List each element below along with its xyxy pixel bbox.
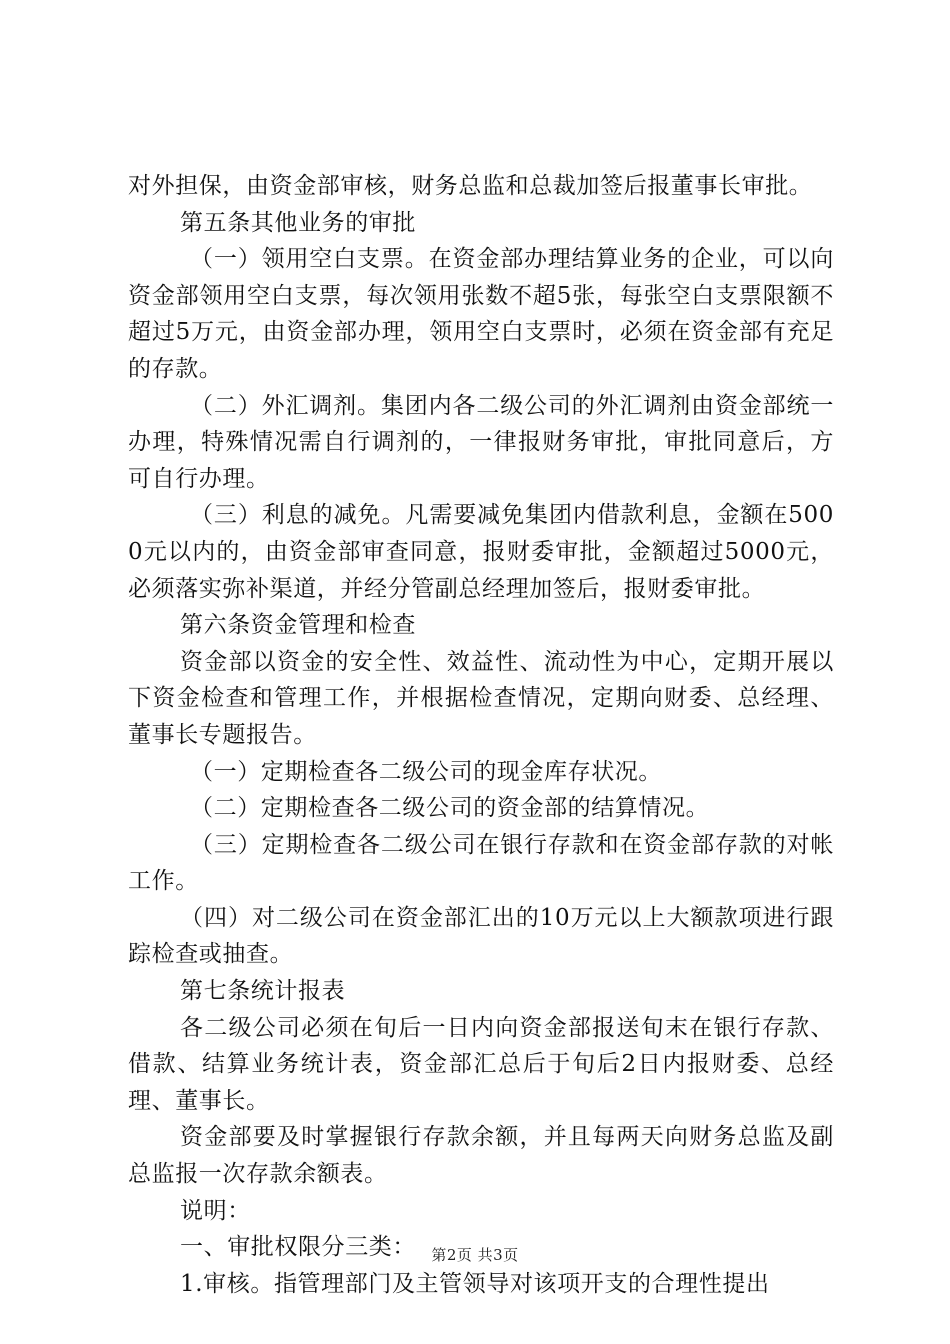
heading-article-6: 第六条资金管理和检查 <box>180 612 416 639</box>
heading-approval-categories: 一、审批权限分三类： <box>180 1234 416 1261</box>
paragraph-fund-management-intro: 资金部以资金的安全性、效益性、流动性为中心，定期开展以下资金检查和管理工作，并根据检查情况，定期向财委、总经理、董事长专题报告。 <box>128 648 834 748</box>
paragraph-check-settlement: （二）定期检查各二级公司的资金部的结算情况。 <box>190 795 710 822</box>
document-body <box>128 168 834 1302</box>
paragraph-check-cash-inventory: （一）定期检查各二级公司的现金库存状况。 <box>190 758 662 785</box>
heading-notes: 说明： <box>180 1197 251 1224</box>
paragraph-deposit-balance: 资金部要及时掌握银行存款余额，并且每两天向财务总监及副总监报一次存款余额表。 <box>128 1124 834 1188</box>
paragraph-check-reconciliation: （三）定期检查各二级公司在银行存款和在资金部存款的对帐工作。 <box>128 831 834 895</box>
paragraph-guarantee-continuation: 对外担保，由资金部审核，财务总监和总裁加签后报董事长审批。 <box>128 173 813 199</box>
paragraph-large-remittance-tracking: （四）对二级公司在资金部汇出的10万元以上大额款项进行跟踪检查或抽查。 <box>128 904 834 968</box>
heading-article-7: 第七条统计报表 <box>180 978 346 1005</box>
paragraph-blank-cheques: （一）领用空白支票。在资金部办理结算业务的企业，可以向资金部领用空白支票，每次领用张数不超5张，每张空白支票限额不超过5万元，由资金部办理，领用空白支票时，必须在资金部有充足的存款。 <box>128 246 834 382</box>
page-number-footer: 第2页 共3页 <box>431 1246 519 1264</box>
paragraph-review-definition: 1.审核。指管理部门及主管领导对该项开支的合理性提出 <box>180 1270 770 1297</box>
heading-article-5: 第五条其他业务的审批 <box>180 209 416 236</box>
paragraph-interest-reduction: （三）利息的减免。凡需要减免集团内借款利息，金额在5000元以内的，由资金部审查同意，报财委审批，金额超过5000元，必须落实弥补渠道，并经分管副总经理加签后，报财委审批。 <box>128 502 834 602</box>
paragraph-forex-adjustment: （二）外汇调剂。集团内各二级公司的外汇调剂由资金部统一办理，特殊情况需自行调剂的，一律报财务审批，审批同意后，方可自行办理。 <box>128 392 834 492</box>
paragraph-statistical-reports: 各二级公司必须在旬后一日内向资金部报送旬末在银行存款、借款、结算业务统计表，资金部汇总后于旬后2日内报财委、总经理、董事长。 <box>128 1014 834 1114</box>
